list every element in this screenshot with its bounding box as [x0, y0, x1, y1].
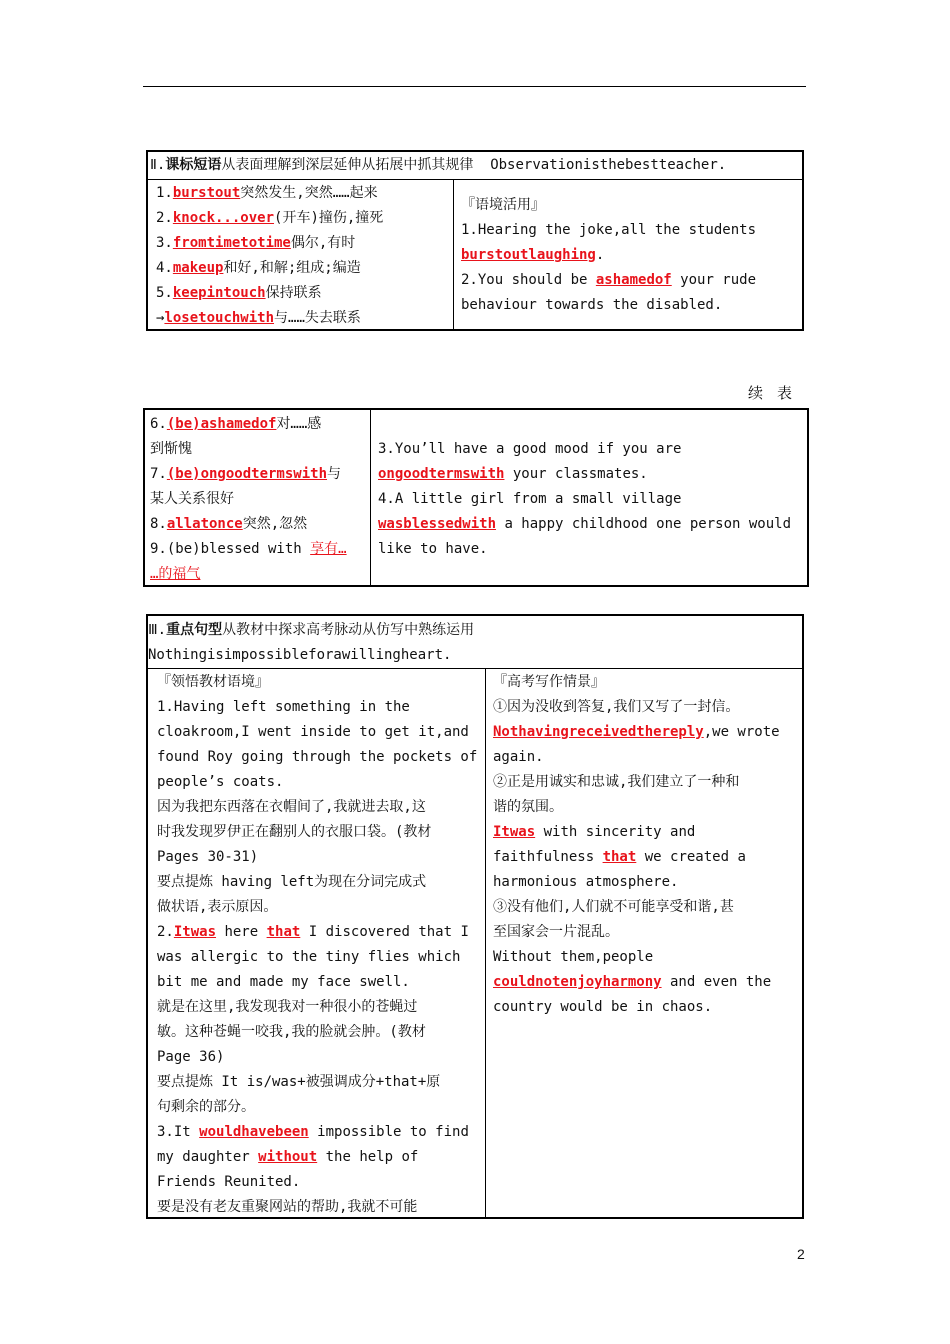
exam-writing-context: 『高考写作情景』 ①因为没收到答复,我们又写了一封信。 Nothavingreceivedthereply,we wrote again. ②正是用诚实和忠诚,我们建立了一种和 谐的氛围。 Itwas with sincerity and faithfulness that we created a harmonious atmosphere. ③没有他们,人们就不可能享受和谐,甚 至国家会一片混乱。 Without them,people couldnotenjoyharmony and even the country would be in chaos. — [493, 670, 799, 1020]
section2-quote: Observationisthebestteacher. — [490, 157, 727, 173]
phrases-table — [146, 150, 804, 331]
phrase-2: 2.knock...over(开车)撞伤,撞死 — [156, 210, 384, 226]
page-number: 2 — [797, 1246, 805, 1262]
sentence-patterns-table — [146, 614, 804, 1219]
phrase-6: →losetouchwith与……失去联系 — [156, 310, 361, 326]
right-title: 『高考写作情景』 — [493, 674, 605, 690]
phrase-3: 3.fromtimetotime偶尔,有时 — [156, 235, 356, 251]
phrase-list-continued: 6.(be)ashamedof对……感 到惭愧 7.(be)ongoodtermswith与 某人关系很好 8.allatonce突然,忽然 9.(be)blessed with 享有… …的福气 — [150, 416, 347, 582]
section3-header: Ⅲ.重点句型从教材中探求高考脉动从仿写中熟练运用 Nothingisimpossibleforawillingheart. — [148, 618, 798, 668]
phrase-list — [156, 181, 452, 331]
phrases-table-continued — [143, 408, 809, 587]
phrase-1: 1.burstout突然发生,突然……起来 — [156, 185, 378, 201]
section2-header: Ⅱ.课标短语从表面理解到深层延伸从拓展中抓其规律 Observationisthebestteacher. — [150, 157, 727, 173]
continued-label: 续表 — [747, 384, 806, 402]
phrase-4: 4.makeup和好,和解;组成;编造 — [156, 260, 361, 276]
section3-quote: Nothingisimpossibleforawillingheart. — [148, 647, 452, 663]
top-rule — [143, 86, 806, 87]
context-exercises-continued: 3.You’ll have a good mood if you are ongoodtermswith your classmates. 4.A little girl from a small village wasblessedwith a happy childhood one person would like to have. — [378, 441, 792, 557]
phrase-5: 5.keepintouch保持联系 — [156, 285, 322, 301]
left-title: 『领悟教材语境』 — [157, 674, 269, 690]
textbook-context: 『领悟教材语境』 1.Having left something in the cloakroom,I went inside to get it,and found Roy going through the pockets of people’s coats. 因为我把东西落在衣帽间了,我就进去取,这 时我发现罗伊正在翻别人的衣服口袋。(教材 Pages 30-31) 要点提炼 having left为现在分词完成式 做状语,表示原因。 2.Itwas here that I discovered that I was allergic to the tiny flies which bit me and made my face swell. 就是在这里,我发现我对一种很小的苍蝇过 敏。这种苍蝇一咬我,我的脸就会肿。(教材 Page 36) 要点提炼 It is/was+被强调成分+that+原 句剩余的部分。 3.It wouldhavebeen impossible to find my daughter without the help of Friends Reunited. 要是没有老友重聚网站的帮助,我就不可能 — [157, 670, 483, 1220]
context-exercises: 『语境活用』 1.Hearing the joke,all the students burstoutlaughing. 2.You should be ashamedof your rude behaviour towards the disabled. — [461, 193, 801, 318]
context-title: 『语境活用』 — [461, 197, 545, 213]
section3-header-bold: 重点句型 — [166, 622, 223, 638]
section2-header-bold: 课标短语 — [165, 157, 222, 173]
